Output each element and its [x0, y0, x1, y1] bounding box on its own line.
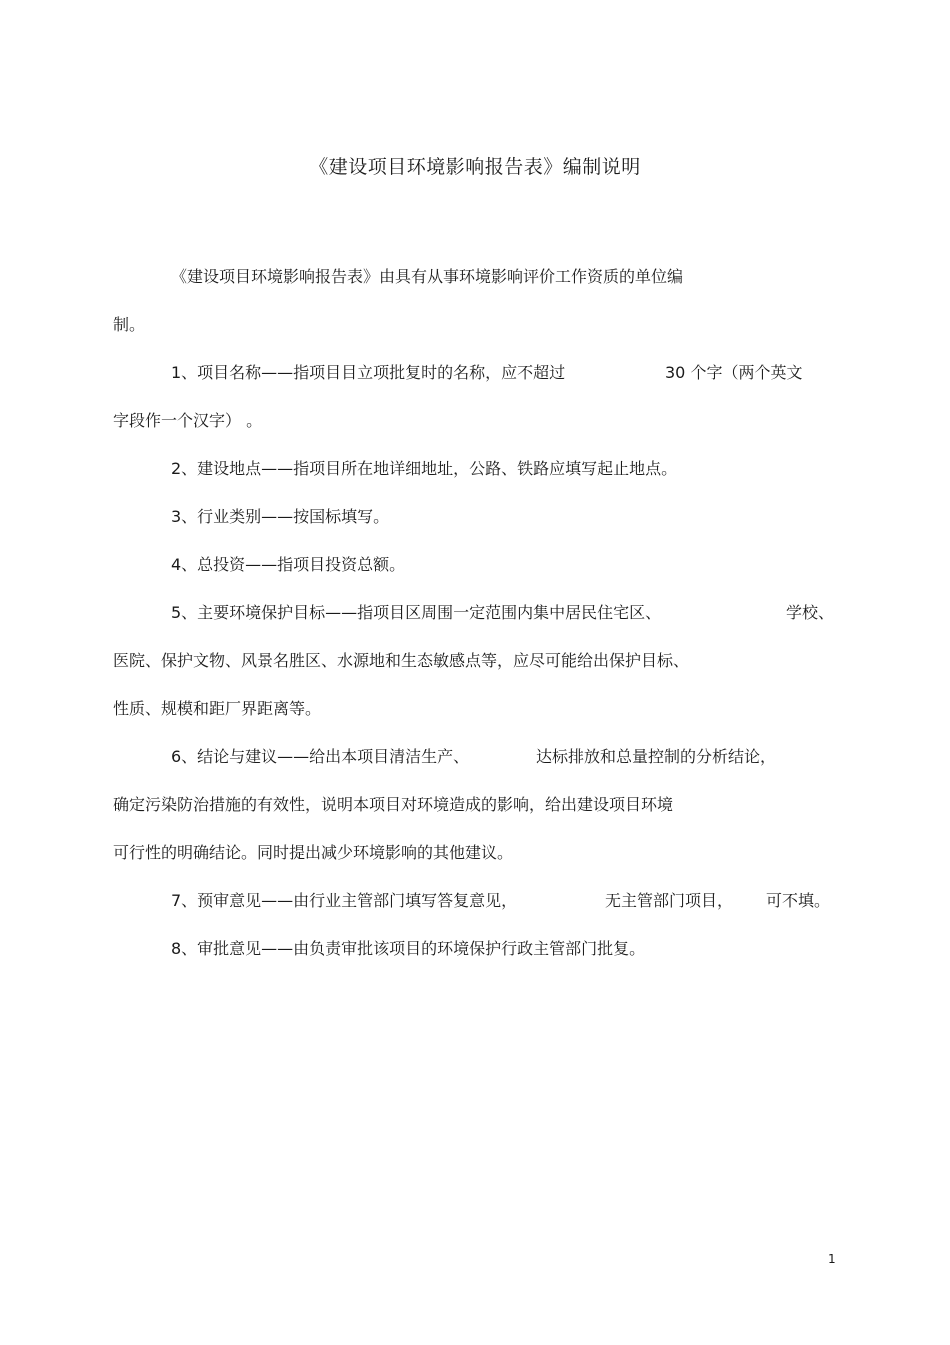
item-5-line-3: 性质、规模和距厂界距离等。 — [113, 699, 322, 718]
item-5-line-2: 医院、保护文物、风景名胜区、水源地和生态敏感点等，应尽可能给出保护目标、 — [113, 651, 690, 670]
item-8: 8、审批意见——由负责审批该项目的环境保护行政主管部门批复。 — [171, 939, 646, 958]
item-6-line-1-part-a: 6、结论与建议——给出本项目清洁生产、 — [171, 747, 470, 766]
item-1-line-1-part-a: 1、项目名称——指项目目立项批复时的名称，应不超过 — [171, 363, 566, 382]
item-6-line-2: 确定污染防治措施的有效性，说明本项目对环境造成的影响，给出建设项目环境 — [113, 795, 674, 814]
item-5-line-1-part-b: 学校、 — [786, 603, 835, 622]
item-7-part-a: 7、预审意见——由行业主管部门填写答复意见， — [171, 891, 518, 910]
item-2: 2、建设地点——指项目所在地详细地址，公路、铁路应填写起止地点。 — [171, 459, 678, 478]
item-1-line-2: 字段作一个汉字） 。 — [113, 411, 263, 430]
intro-line-1: 《建设项目环境影响报告表》由具有从事环境影响评价工作资质的单位编 — [171, 267, 684, 286]
item-6-line-1-part-b: 达标排放和总量控制的分析结论， — [536, 747, 777, 766]
page-number: 1 — [828, 1252, 836, 1266]
item-1-line-1-part-b: 30 个字（两个英文 — [665, 363, 803, 382]
item-6-line-3: 可行性的明确结论。同时提出减少环境影响的其他建议。 — [113, 843, 514, 862]
item-7-part-c: 可不填。 — [766, 891, 831, 910]
item-3: 3、行业类别——按国标填写。 — [171, 507, 390, 526]
document-title: 《建设项目环境影响报告表》编制说明 — [309, 156, 641, 178]
intro-line-2: 制。 — [113, 315, 146, 334]
item-7-part-b: 无主管部门项目， — [605, 891, 734, 910]
item-5-line-1-part-a: 5、主要环境保护目标——指项目区周围一定范围内集中居民住宅区、 — [171, 603, 662, 622]
item-4: 4、总投资——指项目投资总额。 — [171, 555, 406, 574]
